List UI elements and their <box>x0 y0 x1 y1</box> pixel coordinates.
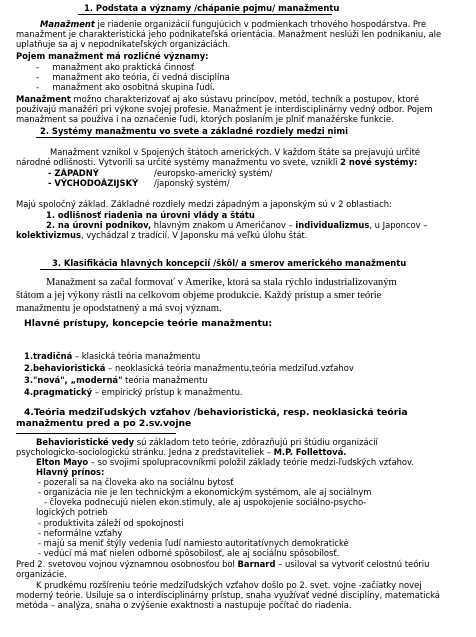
s4-last-line-3: metóda – analýza, snaha o zvýšenie exaktnosti a nastupuje počítač do riadenia. <box>16 600 352 610</box>
s2-system-east: - VÝCHODOÁZIJSKÝ <box>48 178 139 188</box>
s4-contrib-item: - neformálne vzťahy <box>38 528 123 538</box>
s1-para2-line-1 <box>16 94 460 104</box>
s4-contrib-item: - človeka podnecujú nielen ekon.stimuly, ale aj uspokojenie sociálno-psycho- <box>44 497 367 507</box>
s1-intro-line-1 <box>40 19 460 29</box>
section-4-heading-line-2: manažmentu pred a po 2.sv.vojne <box>16 419 192 429</box>
s3-line-1: Manažment sa začal formovať v Amerike, ktorá sa stala rýchlo industrializovaným <box>46 277 397 288</box>
s4-mayo-line: Elton Mayo – so svojimi spolupracovníkmi položil základy teórie medzi-ľudských vzťahov. <box>36 457 414 467</box>
s4-barnard-line-2: organizácie. <box>16 569 67 579</box>
s1-intro-term: Manažment <box>40 19 95 29</box>
section-4-underline <box>16 433 176 434</box>
s2-difference-2-cont: kolektivizmus, vychádzal z tradícií. V Japonsku má veľkú úlohu štát. <box>16 230 308 240</box>
s4-contrib-item: - produktivita záleží od spokojnosti <box>38 518 184 528</box>
s3-line-3: manažmentu je opodstatnený a má svoj význam. <box>16 303 222 314</box>
section-1-heading: 1. Podstata a významy /chápanie pojmu/ manažmentu <box>84 3 340 13</box>
s4-contrib-title: Hlavný prínos: <box>36 467 105 477</box>
s4-contrib-item: logických potrieb <box>36 507 108 517</box>
s1-meaning-item: - manažment ako teória, či vedná disciplína <box>36 72 230 82</box>
section-1-underline <box>78 14 332 15</box>
s3-approaches-title: Hlavné prístupy, koncepcie teórie manažmentu: <box>24 319 273 329</box>
s4-p1-line-1: Behavioristické vedy sú základom teto teórie, zdôrazňujú pri štúdiu organizácií <box>36 437 378 447</box>
s3-approach-item: 2.behavioristická – neoklasická teória manažmentu,teória medziľud.vzťahov <box>24 363 354 373</box>
section-2-underline <box>36 137 332 138</box>
s1-para2-text: možno charakterizovať aj ako sústavu princípov, metód, techník a postupov, ktoré <box>70 94 419 104</box>
section-2-heading: 2. Systémy manažmentu vo svete a základné rozdiely medzi nimi <box>40 126 348 136</box>
s4-p1-line-2: psychologicko-sociologickú stránku. Jedna z predstaviteliek – M.P. Follettová. <box>16 447 347 457</box>
s3-approach-item: 1.tradičná – klasická teória manažmentu <box>24 351 201 361</box>
s1-intro-line-3: uplatňuje sa aj v nepodnikateľských organizáciách. <box>16 39 231 49</box>
s3-line-2: štátom a jej výkony rástli na celkovom objeme produkcie. Každý prístup a smer teórie <box>16 290 382 301</box>
s2-difference-1: 1. odlišnosť riadenia na úrovni vlády a štátu <box>46 210 255 220</box>
s4-contrib-item: - majú sa meniť štýly vedenia ľudí namiesto autoritatívnych demokratické <box>38 538 349 548</box>
s1-para2-term: Manažment <box>16 94 71 104</box>
section-3-heading: 3. Klasifikácia hlavných koncepcií /škôl/ a smerov amerického manažmentu <box>52 258 407 268</box>
s2-common-line: Majú spoločný základ. Základné rozdiely medzi západným a japonským sú v 2 oblastiach: <box>16 199 392 209</box>
s4-contrib-item: - vedúci má mať nielen odborné spôsobilosť, ale aj sociálnu spôsobilosť. <box>38 548 340 558</box>
s2-system-west-desc: /europsko-americký systém/ <box>154 168 273 178</box>
s3-approach-item: 3."nová", „moderná" teória manažmentu <box>24 375 208 385</box>
s1-para2-line-3: manažment sa používa i na označenie ľudí, ktorých poslaním je plniť manažérske funkcie. <box>16 114 394 124</box>
s2-system-east-desc: /japonský systém/ <box>154 178 230 188</box>
s1-intro-line-2: manažment je charakteristická jeho podnikateľská orientácia. Manažment neslúži len podnikaniu, ale <box>16 29 442 39</box>
s4-barnard-line-1: Pred 2. svetovou vojnou významnou osobnosťou bol Barnard – usiloval sa vytvoriť celostnú teóriu <box>16 559 430 569</box>
s2-line-1: Manažment vznikol v Spojených štátoch amerických. V každom štáte sa prejavujú určité <box>50 147 421 157</box>
s1-meaning-item: - manažment ako osobitná skupina ľudí. <box>36 82 215 92</box>
s2-system-west: - ZÁPADNÝ <box>48 168 99 178</box>
s4-last-line-2: moderný teórie. Usiluje sa o interdisciplinárny prístup, snaha využívať vedné disciplíny, matematická <box>16 590 440 600</box>
s2-difference-2: 2. na úrovni podnikov, hlavným znakom u Američanov – individualizmus, u Japoncov – <box>46 220 428 230</box>
s1-intro-text: je riadenie organizácií fungujúcich v podmienkach trhového hospodárstva. Pre <box>94 19 427 29</box>
s1-meanings-title: Pojem manažment má rozličné významy: <box>16 51 209 61</box>
section-4-heading-line-1: 4.Teória medziľudských vzťahov /behavioristická, resp. neoklasická teória <box>24 408 408 418</box>
s1-para2-line-2: používajú manažéri pri výkone svojej profesie. Manažment je interdisciplinárny vedný odbor. Pojem <box>16 104 433 114</box>
s2-line-2: národné odlišnosti. Vytvorili sa určité systémy manažmentu vo svete, vznikli 2 nové systémy: <box>16 157 418 167</box>
s4-last-line-1: K prudkému rozšíreniu teórie medziľudských vzťahov došlo po 2. svet. vojne -začiatky novej <box>36 580 422 590</box>
s3-approach-item: 4.pragmatický – empirický prístup k manažmentu. <box>24 387 243 397</box>
s4-contrib-item: - organizácia nie je len technickým a ekonomickým systémom, ale aj sociálnym <box>38 487 372 497</box>
s4-contrib-item: - pozerali sa na človeka ako na sociálnu bytosť <box>38 477 234 487</box>
section-3-underline <box>40 269 360 270</box>
s1-meaning-item: - manažment ako praktická činnosť <box>36 62 195 72</box>
